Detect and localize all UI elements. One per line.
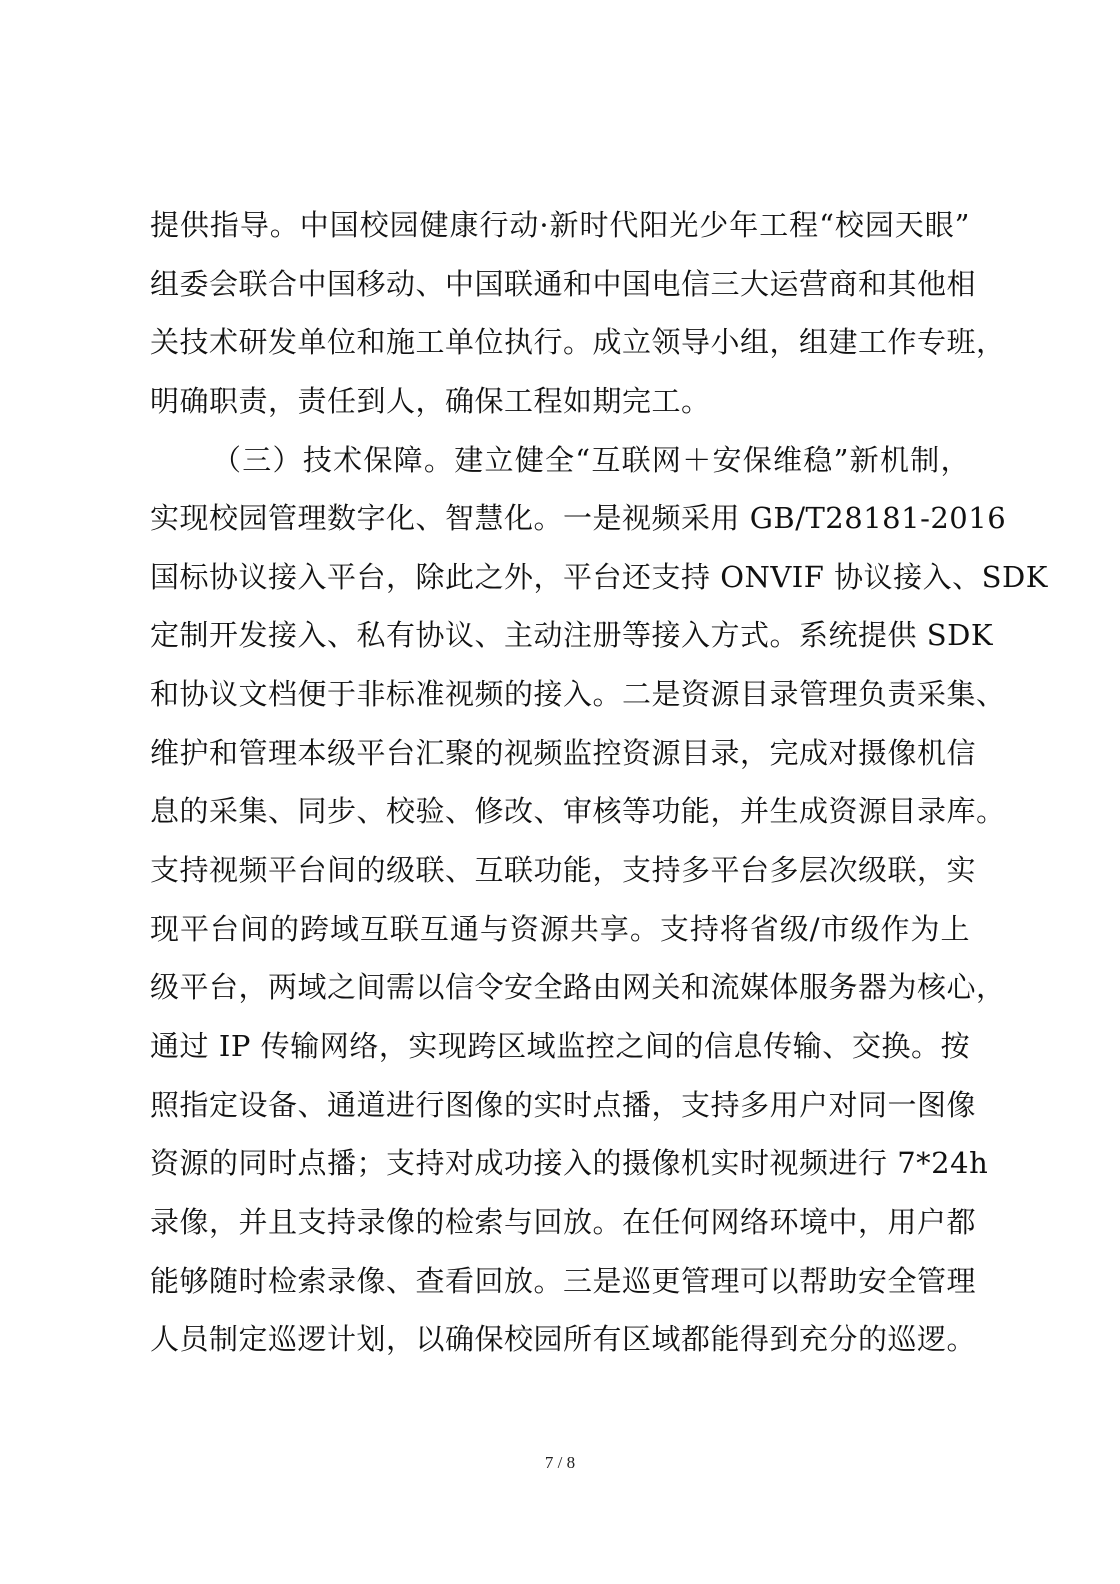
text-line: 通过 IP 传输网络，实现跨区域监控之间的信息传输、交换。按 xyxy=(150,1029,970,1063)
text-line: 维护和管理本级平台汇聚的视频监控资源目录，完成对摄像机信 xyxy=(150,736,977,770)
text-line: 录像，并且支持录像的检索与回放。在任何网络环境中，用户都 xyxy=(150,1205,977,1239)
text-line: 支持视频平台间的级联、互联功能，支持多平台多层次级联，实 xyxy=(150,853,977,887)
text-line: 关技术研发单位和施工单位执行。成立领导小组，组建工作专班， xyxy=(150,325,1006,359)
text-line: 人员制定巡逻计划，以确保校园所有区域都能得到充分的巡逻。 xyxy=(150,1322,977,1356)
text-line: 定制开发接入、私有协议、主动注册等接入方式。系统提供 SDK xyxy=(150,618,994,652)
text-line: 提供指导。中国校园健康行动·新时代阳光少年工程“校园天眼” xyxy=(150,208,970,242)
text-line: 现平台间的跨域互联互通与资源共享。支持将省级/市级作为上 xyxy=(150,912,970,946)
section-heading-line: （三）技术保障。建立健全“互联网＋安保维稳”新机制， xyxy=(212,443,970,477)
text-line: 息的采集、同步、校验、修改、审核等功能，并生成资源目录库。 xyxy=(150,794,1006,828)
text-line: 能够随时检索录像、查看回放。三是巡更管理可以帮助安全管理 xyxy=(150,1264,977,1298)
text-line: 明确职责，责任到人，确保工程如期完工。 xyxy=(150,384,711,418)
text-line: 照指定设备、通道进行图像的实时点播，支持多用户对同一图像 xyxy=(150,1088,977,1122)
page-number: 7 / 8 xyxy=(544,1453,576,1472)
text-line: 资源的同时点播；支持对成功接入的摄像机实时视频进行 7*24h xyxy=(150,1146,989,1180)
text-line: 级平台，两域之间需以信令安全路由网关和流媒体服务器为核心， xyxy=(150,970,1006,1004)
text-line: 组委会联合中国移动、中国联通和中国电信三大运营商和其他相 xyxy=(150,267,977,301)
text-line: 国标协议接入平台，除此之外，平台还支持 ONVIF 协议接入、SDK xyxy=(150,560,1048,594)
text-line: 实现校园管理数字化、智慧化。一是视频采用 GB/T28181-2016 xyxy=(150,501,1007,535)
text-line: 和协议文档便于非标准视频的接入。二是资源目录管理负责采集、 xyxy=(150,677,1006,711)
